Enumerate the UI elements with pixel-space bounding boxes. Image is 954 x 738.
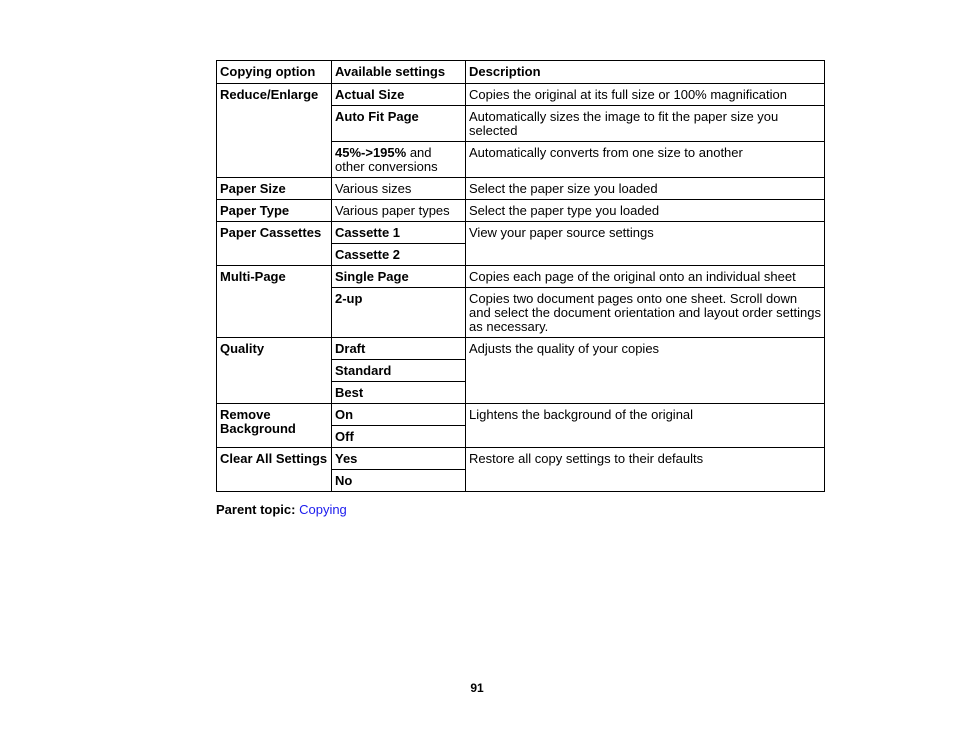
parent-topic-link-copying[interactable]: Copying [299,502,347,517]
table-row [217,338,825,360]
table-row [217,448,825,470]
option-reduce-enlarge: Reduce/Enlarge [217,84,332,178]
setting-best: Best [332,382,466,404]
setting-percent-suffix: and other conversions [335,145,438,174]
table-row [217,200,825,222]
header-description: Description [466,61,825,84]
page-number: 91 [470,681,484,695]
setting-draft: Draft [332,338,466,360]
setting-various-paper-types: Various paper types [332,200,466,222]
description-cell: Lightens the background of the original [466,404,825,448]
option-paper-type: Paper Type [217,200,332,222]
description-cell: Copies two document pages onto one sheet. Scroll down and select the document orientation and layout order settings as necessary. [466,288,825,338]
table-row [217,178,825,200]
description-cell: Select the paper size you loaded [466,178,825,200]
setting-cassette-2: Cassette 2 [332,244,466,266]
table-row [217,222,825,244]
option-paper-cassettes: Paper Cassettes [217,222,332,266]
table-row [217,266,825,288]
setting-percent-range: 45%->195% [335,145,407,160]
option-paper-size: Paper Size [217,178,332,200]
setting-cassette-1: Cassette 1 [332,222,466,244]
table-row [217,404,825,426]
setting-on: On [332,404,466,426]
description-cell: View your paper source settings [466,222,825,266]
table-header-row [217,61,825,84]
header-copying-option: Copying option [217,61,332,84]
setting-actual-size: Actual Size [332,84,466,106]
setting-single-page: Single Page [332,266,466,288]
setting-yes: Yes [332,448,466,470]
description-cell: Restore all copy settings to their defaults [466,448,825,492]
description-cell: Automatically sizes the image to fit the paper size you selected [466,106,825,142]
setting-no: No [332,470,466,492]
setting-2-up: 2-up [332,288,466,338]
setting-various-sizes: Various sizes [332,178,466,200]
setting-percent-conversions [332,142,466,178]
header-available-settings: Available settings [332,61,466,84]
description-cell: Copies each page of the original onto an individual sheet [466,266,825,288]
description-cell: Select the paper type you loaded [466,200,825,222]
option-multi-page: Multi-Page [217,266,332,338]
description-cell: Copies the original at its full size or 100% magnification [466,84,825,106]
description-cell: Automatically converts from one size to another [466,142,825,178]
option-remove-background: Remove Background [217,404,332,448]
parent-topic [216,502,347,518]
setting-off: Off [332,426,466,448]
parent-topic-label: Parent topic: [216,502,296,517]
setting-standard: Standard [332,360,466,382]
option-clear-all-settings: Clear All Settings [217,448,332,492]
description-cell: Adjusts the quality of your copies [466,338,825,404]
option-quality: Quality [217,338,332,404]
setting-auto-fit-page: Auto Fit Page [332,106,466,142]
copying-options-table [216,60,825,492]
table-row [217,84,825,106]
